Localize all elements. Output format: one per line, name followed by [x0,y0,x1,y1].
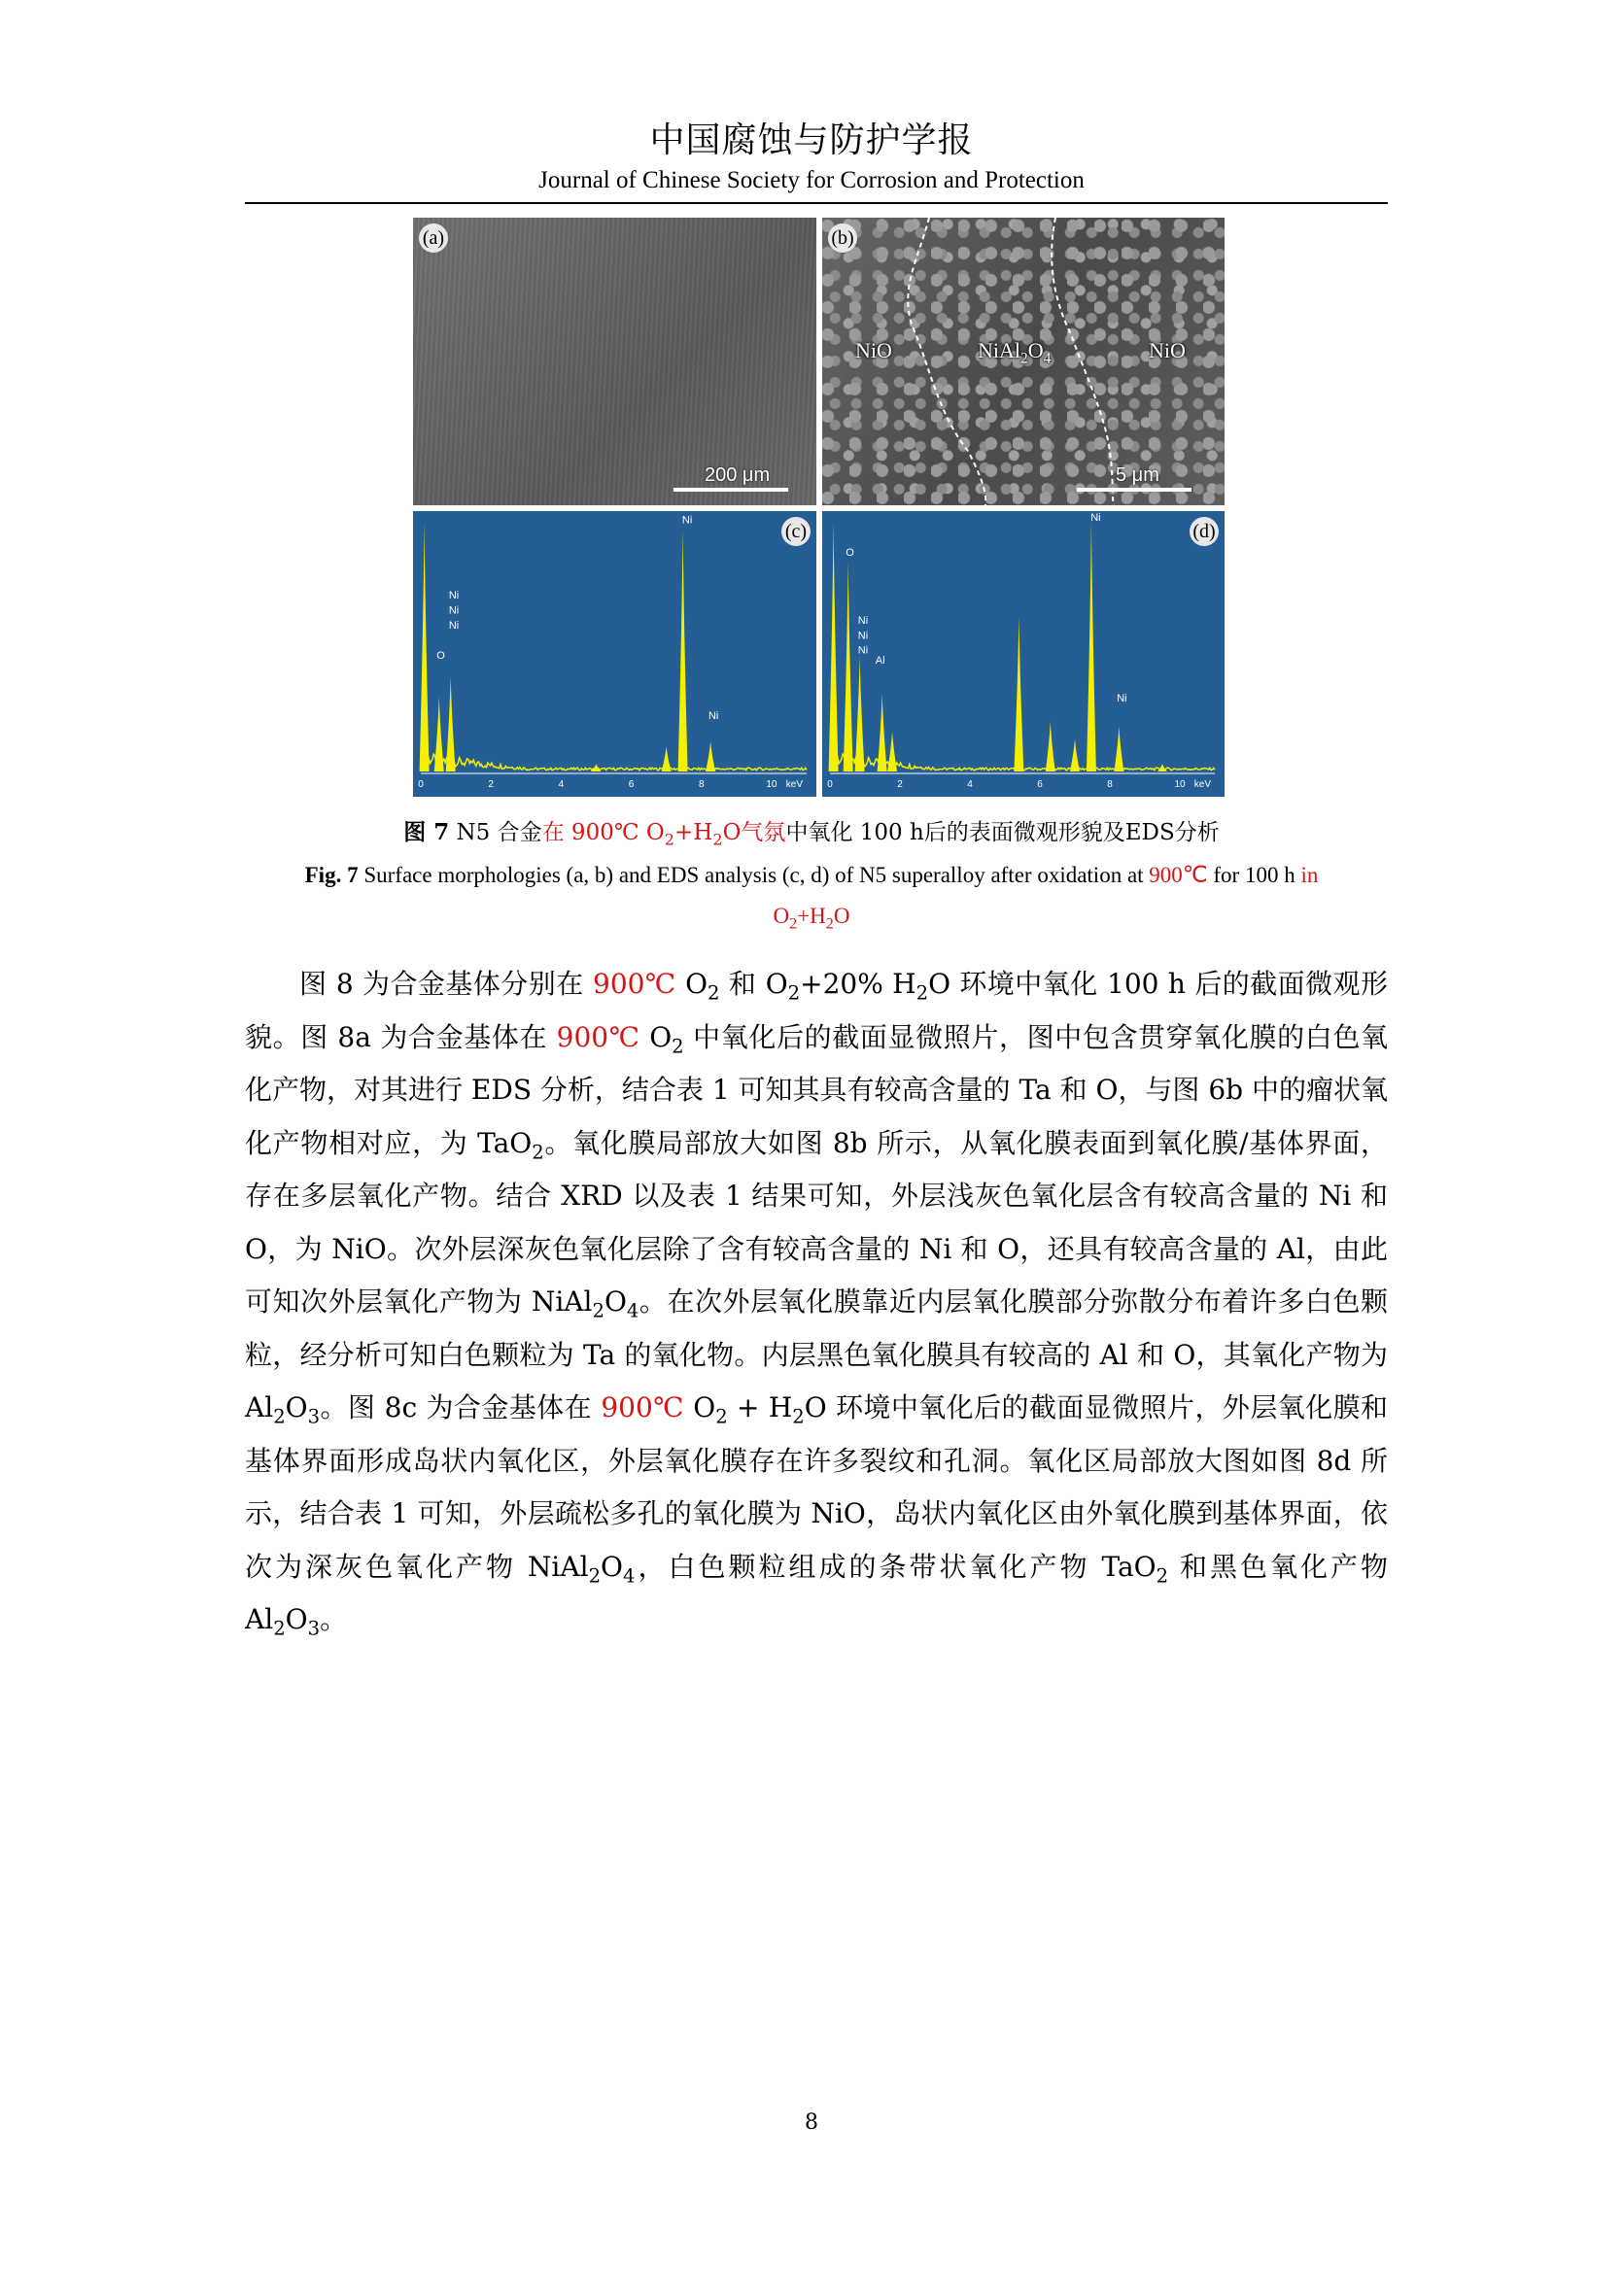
region-label-nial2o4: $NiAl_2O_4$ [978,338,1052,367]
panel-a-scale-text: 200 μm [705,464,771,486]
eds-baseline [421,753,807,771]
eds-peak-label-5: Ni [1090,512,1101,524]
sem-panel-b [822,218,1225,505]
eds-peak-9 [1114,727,1123,771]
header-divider [245,202,1388,204]
panel-c-label: (c) [781,517,811,546]
eds-peak-label-1: Ni [448,589,460,601]
eds-peak-label-2: Ni [448,604,460,617]
eds-peak-6 [1046,721,1055,771]
eds-peak-1 [434,697,444,771]
eds-peak-label-4: Al [875,655,885,668]
eds-tick-label-2: 4 [558,779,565,790]
eds-tick-label-1: 2 [897,779,903,790]
journal-title-en: Journal of Chinese Society for Corrosion and Protection [538,167,1085,193]
eds-axis-unit: keV [1193,779,1211,790]
eds-peak-0 [829,521,839,771]
eds-peak-label-1: Ni [857,614,869,627]
eds-tick-label-3: 6 [1037,779,1043,790]
eds-tick-label-4: 8 [698,779,705,790]
figure-caption-en: Fig. 7 Surface morphologies (a, b) and EDS analysis (c, d) of N5 superalloy after oxidation at 900℃ for 100 h in $O_2+H_2O$ [304,863,1319,933]
figure-caption-cn: 图 7 N5 合金在 900℃ $O_2+H_2O$气氛中氧化 100 h后的表面微观形貌及EDS分析 [403,819,1220,849]
eds-peak-label-2: Ni [857,630,869,642]
eds-peak-7 [1070,738,1080,771]
eds-axis-unit: keV [785,779,803,790]
region-label-nio-left: NiO [855,338,892,362]
eds-peak-4 [887,732,897,771]
eds-peak-3 [678,529,688,771]
eds-tick-label-0: 0 [827,779,833,790]
eds-tick-label-1: 2 [488,779,494,790]
boundary-line-left [908,218,985,505]
panel-a-label: (a) [419,223,448,253]
page-number: 8 [805,2110,818,2135]
eds-tick-label-4: 8 [1107,779,1113,790]
eds-peak-1 [844,561,853,771]
body-paragraph: 图 8 为合金基体分别在 900℃ $O_2$ 和 $O_2+20\%$ $H_2O$ 环境中氧化 100 h 后的截面微观形貌。图 8a 为合金基体在 900℃ $O_2$ 中氧化后的截面显微照片，图中包含贯穿氧化膜的白色氧化产物，对其进行 EDS 分析，结合表 1 可知其具有较高含量的 Ta 和 O，与图 6b 中的瘤状氧化产物相对应，为 TaO$_2$。氧化膜局部放大如图 8b 所示，从氧化膜表面到氧化膜/基体界面，存在多层氧化产物。结合 XRD 以及表 1 结果可知，外层浅灰色氧化层含有较高含量的 Ni 和 O，为 NiO。次外层深灰色氧化层除了含有较高含量的 Ni 和 O，还具有较高含量的 Al，由此可知次外层氧化产物为 $NiAl_2O_4$。在次外层氧化膜靠近内层氧化膜部分弥散分布着许多白色颗粒，经分析可知白色颗粒为 Ta 的氧化物。内层黑色氧化膜具有较高的 Al 和 O，其氧化产物为 $Al_2O_3$。图 8c 为合金基体在 900℃ $O_2 + H_2O$ 环境中氧化后的截面显微照片，外层氧化膜和基体界面形成岛状内氧化区，外层氧化膜存在许多裂纹和孔洞。氧化区局部放大图如图 8d 所示，结合表 1 可知，外层疏松多孔的氧化膜为 NiO，岛状内氧化区由外氧化膜到基体界面，依次为深灰色氧化产物 $NiAl_2O_4$，白色颗粒组成的条带状氧化产物 TaO$_2$ 和黑色氧化产物 $Al_2O_3$。 [245,968,1389,1640]
eds-peak-6 [591,764,601,771]
panel-b-scale-bar [1077,488,1191,492]
eds-tick-label-5: 10 [1174,779,1186,790]
panel-d-label: (d) [1190,517,1219,546]
eds-peak-label-3: Ni [857,644,869,657]
eds-tick-label-3: 6 [628,779,635,790]
eds-peak-label-4: Ni [681,514,693,527]
eds-chart-d [822,511,1225,797]
eds-peak-8 [1087,521,1096,771]
eds-peak-0 [420,521,430,771]
eds-peak-label-5: Ni [708,709,719,722]
eds-tick-label-0: 0 [418,779,424,790]
panel-b-scale-text: 5 μm [1116,464,1159,486]
eds-tick-label-5: 10 [766,779,777,790]
eds-panel-d [822,511,1225,797]
eds-peak-3 [878,694,887,771]
panel-b-label: (b) [828,223,857,253]
eds-peak-label-6: Ni [1117,692,1127,704]
region-label-nio-right: NiO [1149,338,1186,362]
eds-peak-label-0: O [436,649,445,662]
eds-peak-5 [1014,616,1023,771]
eds-tick-label-2: 4 [967,779,973,790]
eds-panel-c [413,511,816,797]
eds-peak-label-0: O [846,547,854,560]
boundary-line-right [1052,218,1114,505]
sem-panel-a [413,218,816,505]
journal-title-cn: 中国腐蚀与防护学报 [649,120,974,160]
eds-peak-2 [446,676,456,771]
eds-chart-c [413,511,816,797]
eds-peak-2 [855,656,865,771]
panel-a-scale-bar [673,488,788,492]
eds-peak-4 [706,741,715,771]
eds-peak-label-3: Ni [448,619,460,632]
eds-peak-5 [662,746,672,771]
